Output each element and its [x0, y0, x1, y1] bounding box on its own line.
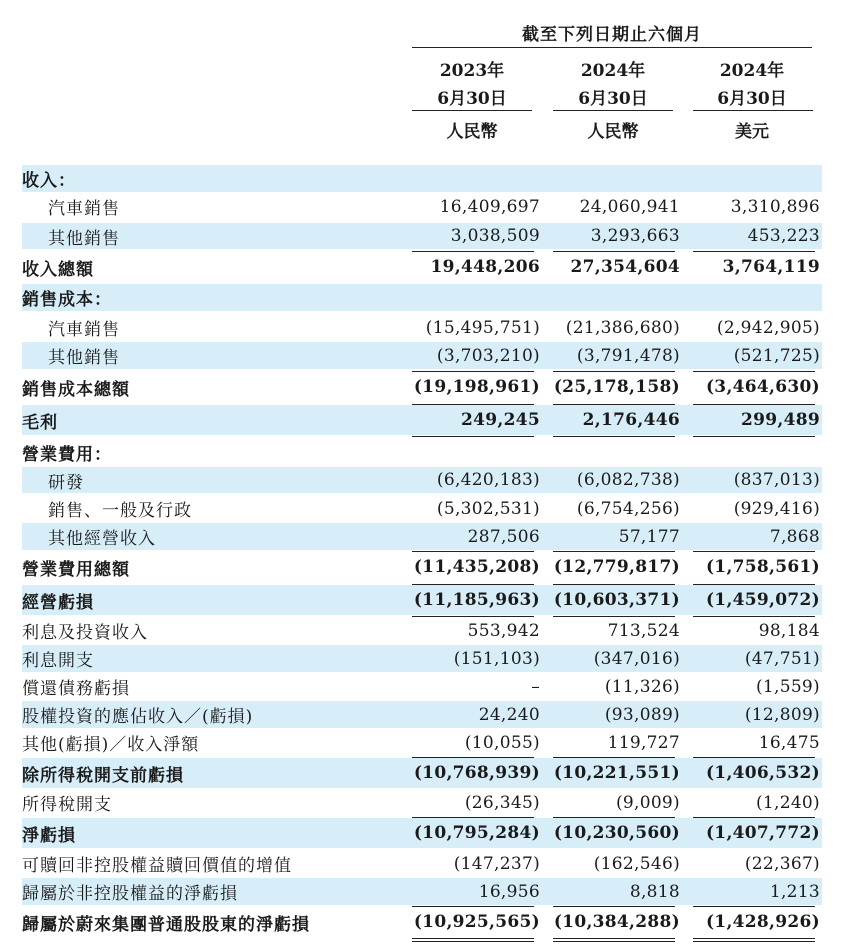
table-row: [22, 467, 822, 493]
table-row: [22, 495, 822, 522]
subtotal-rule: [553, 906, 675, 907]
row-value: [410, 165, 540, 192]
table-row: [22, 252, 822, 282]
period-heading: 截至下列日期止六個月: [522, 25, 702, 45]
row-label: 研發: [48, 472, 84, 493]
row-value: (151,103): [453, 648, 540, 669]
row-value: (9,009): [615, 792, 680, 813]
row-value: [410, 439, 540, 466]
table-row: [22, 645, 822, 672]
row-value: 119,727: [607, 732, 680, 753]
subtotal-rule: [553, 817, 675, 818]
column-year: 2024年: [580, 61, 646, 81]
column-currency: 人民幣: [446, 122, 498, 142]
row-value: (521,725): [733, 345, 820, 366]
row-value: (12,779,817): [553, 557, 680, 577]
row-value: (929,416): [733, 498, 820, 519]
row-value: (2,942,905): [716, 317, 820, 338]
row-value: [550, 284, 680, 311]
row-label: 營業費用：: [22, 445, 112, 465]
row-label: 歸屬於蔚來集團普通股股東的淨虧損: [22, 914, 310, 935]
table-row: [22, 165, 822, 192]
subtotal-rule: [693, 551, 815, 552]
row-label: 其他(虧損)／收入淨額: [22, 735, 200, 755]
row-label: 除所得稅開支前虧損: [22, 765, 184, 786]
period-underline: [412, 47, 812, 48]
row-value: (19,198,961): [413, 377, 540, 397]
table-row: [22, 585, 822, 615]
row-value: (162,546): [593, 853, 680, 874]
row-label: 利息及投資收入: [22, 623, 148, 643]
row-value: (1,428,926): [705, 912, 820, 932]
row-value: 1,213: [769, 881, 820, 902]
row-value: 713,524: [607, 620, 680, 641]
double-total-rule: [693, 941, 815, 942]
row-label: 營業費用總額: [22, 559, 130, 580]
row-value: 24,240: [478, 704, 540, 725]
column-underline: [693, 110, 813, 111]
row-value: (10,221,551): [553, 763, 680, 783]
total-rule: [412, 938, 534, 939]
row-value: (5,302,531): [436, 498, 540, 519]
row-label: 淨虧損: [22, 825, 76, 846]
table-row: [22, 439, 822, 466]
row-value: (1,240): [755, 792, 820, 813]
table-row: [22, 850, 822, 877]
row-value: 27,354,604: [570, 257, 680, 277]
column-date: 6月30日: [437, 89, 507, 109]
subtotal-rule: [412, 584, 534, 585]
row-label: 利息開支: [22, 651, 94, 671]
row-value: 3,764,119: [722, 257, 820, 277]
row-value: (3,464,630): [705, 377, 820, 397]
row-value: (3,791,478): [576, 345, 680, 366]
table-row: [22, 818, 822, 848]
row-value: (10,230,560): [553, 823, 680, 843]
subtotal-rule: [412, 404, 534, 405]
row-value: (6,754,256): [576, 498, 680, 519]
row-value: [550, 439, 680, 466]
row-value: (1,406,532): [705, 763, 820, 783]
total-rule: [553, 938, 675, 939]
row-value: (93,089): [604, 704, 680, 725]
column-date: 6月30日: [578, 89, 648, 109]
row-label: 可贖回非控股權益贖回價值的增值: [22, 856, 292, 876]
row-value: [550, 165, 680, 192]
column-year: 2023年: [439, 61, 505, 81]
subtotal-rule: [412, 817, 534, 818]
subtotal-rule: [693, 251, 815, 252]
subtotal-rule: [553, 584, 675, 585]
row-value: (26,345): [464, 792, 540, 813]
subtotal-rule: [412, 757, 534, 758]
row-value: 299,489: [741, 410, 820, 430]
double-total-rule: [412, 941, 534, 942]
subtotal-rule: [412, 551, 534, 552]
table-row: [22, 878, 822, 905]
table-row: [22, 552, 822, 582]
table-row: [22, 342, 822, 369]
row-value: [690, 284, 820, 311]
row-value: (1,758,561): [705, 557, 820, 577]
column-year: 2024年: [719, 61, 785, 81]
table-row: [22, 523, 822, 550]
row-label: 其他銷售: [48, 348, 120, 368]
row-value: –: [531, 676, 540, 697]
row-value: 16,956: [478, 881, 540, 902]
subtotal-rule: [693, 817, 815, 818]
subtotal-rule: [412, 371, 534, 372]
row-value: 249,245: [461, 410, 540, 430]
row-value: 553,942: [467, 620, 540, 641]
table-row: [22, 617, 822, 644]
row-value: (147,237): [453, 853, 540, 874]
row-label: 所得稅開支: [22, 795, 112, 815]
row-label: 銷售、一般及行政: [48, 501, 192, 521]
row-label: 毛利: [22, 412, 58, 433]
row-value: [690, 165, 820, 192]
row-value: 3,038,509: [450, 226, 540, 246]
row-value: (1,407,772): [705, 823, 820, 843]
row-value: (3,703,210): [436, 345, 540, 366]
row-value: 16,475: [758, 732, 820, 753]
row-label: 收入總額: [22, 259, 94, 280]
table-row: [22, 729, 822, 756]
row-label: 其他銷售: [48, 228, 120, 249]
column-currency: 人民幣: [587, 122, 639, 142]
row-value: 24,060,941: [579, 196, 680, 217]
row-value: (12,809): [744, 704, 820, 725]
row-label: 償還債務虧損: [22, 679, 130, 699]
column-underline: [412, 110, 532, 111]
row-label: 其他經營收入: [48, 529, 156, 549]
row-value: 8,818: [629, 881, 680, 902]
subtotal-rule: [693, 906, 815, 907]
table-row: [22, 223, 822, 249]
row-value: (10,384,288): [553, 912, 680, 932]
column-currency: 美元: [735, 122, 769, 142]
table-header: [0, 0, 858, 160]
row-value: 19,448,206: [430, 257, 540, 277]
row-value: 98,184: [758, 620, 820, 641]
row-value: (47,751): [744, 648, 820, 669]
row-value: 287,506: [467, 526, 540, 547]
column-underline: [553, 110, 673, 111]
row-value: 57,177: [618, 526, 680, 547]
row-value: 16,409,697: [439, 196, 540, 217]
total-rule: [693, 938, 815, 939]
row-value: [690, 439, 820, 466]
total-rule: [412, 436, 534, 437]
table-row: [22, 701, 822, 728]
row-value: (1,459,072): [705, 590, 820, 610]
table-row: [22, 907, 822, 937]
row-value: (10,925,565): [413, 912, 540, 932]
row-value: (10,055): [464, 732, 540, 753]
subtotal-rule: [693, 404, 815, 405]
subtotal-rule: [412, 906, 534, 907]
row-value: 453,223: [747, 226, 820, 246]
table-row: [22, 673, 822, 700]
row-label: 銷售成本總額: [22, 379, 130, 400]
row-value: (6,420,183): [436, 470, 540, 490]
subtotal-rule: [553, 551, 675, 552]
subtotal-rule: [693, 757, 815, 758]
subtotal-rule: [693, 584, 815, 585]
row-value: 2,176,446: [582, 410, 680, 430]
double-total-rule: [553, 941, 675, 942]
row-value: [410, 284, 540, 311]
column-date: 6月30日: [717, 89, 787, 109]
row-label: 歸屬於非控股權益的淨虧損: [22, 884, 238, 904]
row-label: 汽車銷售: [48, 320, 120, 340]
row-value: (21,386,680): [565, 317, 680, 338]
row-value: (6,082,738): [576, 470, 680, 490]
row-value: (10,768,939): [413, 763, 540, 783]
row-value: 3,310,896: [730, 196, 820, 217]
subtotal-rule: [553, 757, 675, 758]
subtotal-rule: [412, 251, 534, 252]
table-row: [22, 372, 822, 402]
row-value: (22,367): [744, 853, 820, 874]
row-value: (1,559): [755, 676, 820, 697]
table-row: [22, 405, 822, 435]
row-value: (25,178,158): [553, 377, 680, 397]
row-value: (10,603,371): [553, 590, 680, 610]
table-row: [22, 789, 822, 816]
row-value: (837,013): [733, 470, 820, 490]
row-value: 7,868: [769, 526, 820, 547]
subtotal-rule: [693, 371, 815, 372]
table-row: [22, 193, 822, 220]
row-label: 收入：: [22, 171, 76, 191]
row-label: 經營虧損: [22, 592, 94, 613]
subtotal-rule: [553, 371, 675, 372]
subtotal-rule: [553, 404, 675, 405]
row-value: (15,495,751): [425, 317, 540, 338]
row-value: (10,795,284): [413, 823, 540, 843]
table-row: [22, 284, 822, 311]
row-label: 銷售成本：: [22, 290, 112, 310]
row-value: 3,293,663: [590, 226, 680, 246]
total-rule: [553, 436, 675, 437]
table-row: [22, 314, 822, 341]
total-rule: [693, 436, 815, 437]
row-value: (11,185,963): [413, 590, 540, 610]
subtotal-rule: [553, 251, 675, 252]
row-label: 汽車銷售: [48, 199, 120, 219]
row-value: (11,326): [604, 676, 680, 697]
row-label: 股權投資的應佔收入／(虧損): [22, 707, 254, 727]
row-value: (347,016): [593, 648, 680, 669]
row-value: (11,435,208): [413, 557, 540, 577]
table-row: [22, 758, 822, 788]
